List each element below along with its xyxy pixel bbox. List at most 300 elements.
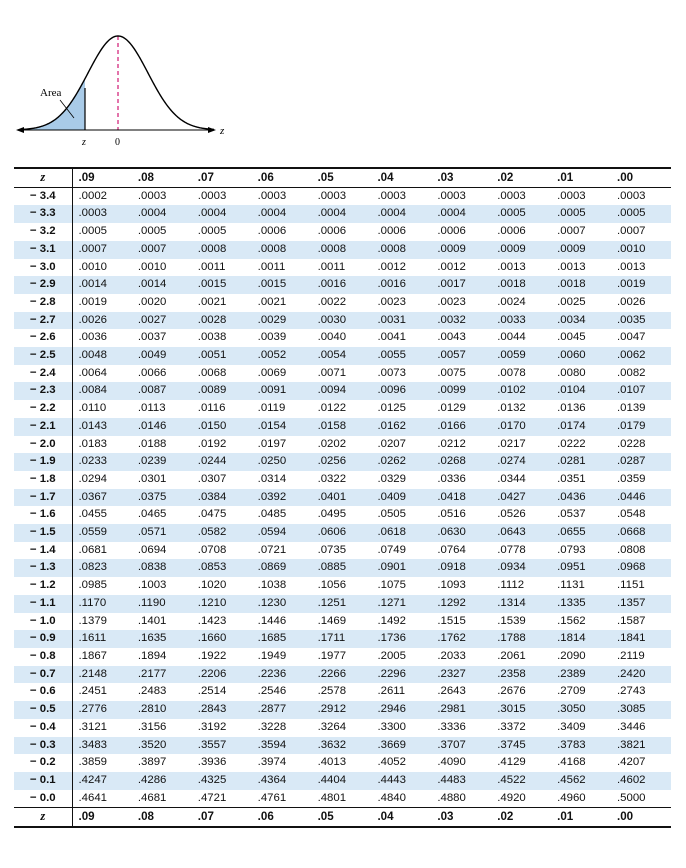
table-row: [14, 259, 671, 277]
probability-cell: .0102: [491, 382, 551, 400]
probability-cell: .0015: [252, 276, 312, 294]
z-value-cell: − 2.2: [14, 400, 72, 418]
z-value-cell: − 0.8: [14, 648, 72, 666]
probability-cell: .2389: [551, 666, 611, 684]
column-header: .02: [497, 810, 514, 824]
probability-cell: .0139: [617, 402, 646, 415]
probability-cell: .1357: [611, 595, 671, 613]
header-row: [14, 168, 671, 187]
z-value-cell: − 1.2: [14, 577, 72, 595]
probability-cell: .0934: [491, 559, 551, 577]
probability-cell: .0019: [78, 295, 108, 308]
probability-cell: .0002: [78, 189, 108, 202]
probability-cell: .0030: [312, 312, 372, 330]
probability-cell: .0004: [252, 205, 312, 223]
probability-cell: .0329: [377, 472, 406, 485]
probability-cell: .0375: [132, 489, 192, 507]
axis-arrow-left: [16, 127, 24, 133]
probability-cell: .2206: [192, 666, 252, 684]
probability-cell: .0009: [491, 241, 551, 259]
probability-cell: .3520: [132, 737, 192, 755]
probability-cell: .4168: [557, 756, 586, 769]
probability-cell: .0006: [257, 225, 287, 238]
probability-cell: .1587: [617, 614, 646, 627]
probability-cell: .0003: [197, 189, 227, 202]
probability-cell: .0004: [312, 205, 372, 223]
probability-cell: .0049: [132, 347, 192, 365]
probability-cell: .2578: [317, 685, 347, 698]
probability-cell: .0029: [252, 312, 312, 330]
probability-cell: .2148: [72, 666, 132, 684]
probability-cell: .1635: [132, 630, 192, 648]
probability-cell: .0096: [371, 382, 431, 400]
probability-cell: .4960: [557, 791, 586, 804]
probability-cell: .2776: [72, 701, 132, 719]
probability-cell: .1112: [497, 579, 525, 592]
probability-cell: .2177: [132, 666, 192, 684]
probability-cell: .0007: [132, 241, 192, 259]
probability-cell: .1949: [257, 649, 287, 662]
probability-cell: .0040: [317, 331, 347, 344]
probability-cell: .4840: [377, 791, 406, 804]
probability-cell: .0018: [491, 276, 551, 294]
z-value-cell: − 3.4: [14, 187, 72, 205]
z-value-cell: − 0.9: [14, 630, 72, 648]
column-header: .04: [377, 810, 394, 824]
probability-cell: .4761: [257, 791, 287, 804]
probability-cell: .0174: [551, 418, 611, 436]
probability-cell: .0113: [137, 402, 166, 415]
column-header: .07: [197, 810, 214, 824]
column-header: .01: [557, 171, 574, 184]
probability-cell: .0023: [437, 295, 466, 308]
probability-cell: .1469: [317, 614, 347, 627]
z-value-cell: − 2.6: [14, 329, 72, 347]
probability-cell: .3050: [551, 701, 611, 719]
probability-cell: .4641: [78, 791, 108, 804]
z-column-header: z: [14, 808, 72, 827]
table-row: [14, 595, 671, 613]
probability-cell: .0606: [312, 524, 372, 542]
probability-cell: .4286: [132, 772, 192, 790]
z-value-cell: − 1.6: [14, 506, 72, 524]
probability-cell: .0007: [557, 225, 586, 238]
probability-cell: .0045: [557, 331, 586, 344]
probability-cell: .3483: [72, 737, 132, 755]
z-value-cell: − 1.0: [14, 613, 72, 631]
probability-cell: .0446: [611, 489, 671, 507]
probability-cell: .0392: [252, 489, 312, 507]
probability-cell: .1539: [497, 614, 526, 627]
table-row: [14, 436, 671, 454]
z-value-cell: − 1.9: [14, 453, 72, 471]
probability-cell: .0708: [197, 543, 227, 556]
table-row: [14, 719, 671, 737]
probability-cell: .0003: [137, 189, 167, 202]
column-header: .03: [437, 171, 454, 184]
probability-cell: .1515: [437, 614, 466, 627]
probability-cell: .1170: [72, 595, 132, 613]
probability-cell: .0475: [197, 508, 227, 521]
probability-cell: .0869: [252, 559, 312, 577]
column-header: .03: [437, 810, 454, 824]
probability-cell: .2877: [252, 701, 312, 719]
probability-cell: .1190: [132, 595, 192, 613]
probability-cell: .0014: [132, 276, 192, 294]
probability-cell: .0036: [78, 331, 108, 344]
probability-cell: .0307: [197, 472, 227, 485]
probability-cell: .0010: [78, 260, 108, 273]
probability-cell: .0188: [137, 437, 167, 450]
z-value-cell: − 0.6: [14, 683, 72, 701]
probability-cell: .0808: [617, 543, 646, 556]
axis-arrow-right: [208, 127, 216, 133]
table-row: [14, 772, 671, 790]
probability-cell: .0455: [78, 508, 108, 521]
probability-cell: .0004: [431, 205, 491, 223]
probability-cell: .0132: [497, 402, 526, 415]
probability-cell: .0838: [132, 559, 192, 577]
probability-cell: .0084: [72, 382, 132, 400]
probability-cell: .0336: [437, 472, 466, 485]
probability-cell: .0020: [137, 295, 167, 308]
probability-cell: .0548: [617, 508, 646, 521]
probability-cell: .3669: [371, 737, 431, 755]
probability-cell: .0233: [72, 453, 132, 471]
probability-cell: .0037: [137, 331, 167, 344]
probability-cell: .0985: [78, 579, 108, 592]
probability-cell: .0019: [611, 276, 671, 294]
z-value-cell: − 1.7: [14, 489, 72, 507]
probability-cell: .5000: [617, 791, 646, 804]
probability-cell: .4721: [197, 791, 227, 804]
probability-cell: .0122: [317, 402, 347, 415]
probability-cell: .3859: [78, 756, 108, 769]
column-header: .06: [257, 171, 274, 184]
table-row: [14, 187, 671, 205]
probability-cell: .2946: [371, 701, 431, 719]
table-row: [14, 524, 671, 542]
probability-cell: .4880: [437, 791, 466, 804]
probability-cell: .2005: [377, 649, 406, 662]
table-row: [14, 365, 671, 383]
column-header: .08: [137, 810, 155, 824]
probability-cell: .0034: [551, 312, 611, 330]
probability-cell: .0051: [192, 347, 252, 365]
probability-cell: .1977: [317, 649, 347, 662]
probability-cell: .2061: [497, 649, 526, 662]
probability-cell: .0119: [257, 402, 286, 415]
probability-cell: .0250: [252, 453, 312, 471]
probability-cell: .3015: [491, 701, 551, 719]
probability-cell: .0559: [72, 524, 132, 542]
table-row: [14, 648, 671, 666]
probability-cell: .0485: [257, 508, 287, 521]
table-row: [14, 453, 671, 471]
probability-cell: .0066: [137, 366, 167, 379]
z-value-cell: − 3.0: [14, 259, 72, 277]
probability-cell: .0009: [551, 241, 611, 259]
probability-cell: .1562: [557, 614, 586, 627]
column-header: .09: [78, 810, 95, 824]
probability-cell: .0012: [377, 260, 406, 273]
probability-cell: .0322: [317, 472, 347, 485]
probability-cell: .2981: [431, 701, 491, 719]
probability-cell: .1685: [252, 630, 312, 648]
probability-cell: .0129: [437, 402, 466, 415]
probability-cell: .0207: [377, 437, 406, 450]
probability-cell: .2912: [312, 701, 372, 719]
probability-cell: .0011: [257, 260, 286, 273]
probability-cell: .0003: [317, 189, 347, 202]
probability-cell: .1423: [197, 614, 227, 627]
probability-cell: .0274: [491, 453, 551, 471]
probability-cell: .0069: [257, 366, 287, 379]
probability-cell: .3557: [192, 737, 252, 755]
probability-cell: .0192: [197, 437, 227, 450]
probability-cell: .3632: [312, 737, 372, 755]
probability-cell: .4247: [72, 772, 132, 790]
probability-cell: .0013: [557, 260, 586, 273]
probability-cell: .0047: [617, 331, 646, 344]
probability-cell: .2451: [78, 685, 108, 698]
column-header: .04: [377, 171, 394, 184]
probability-cell: .0244: [192, 453, 252, 471]
probability-cell: .0294: [78, 472, 108, 485]
table-row: [14, 489, 671, 507]
probability-cell: .3974: [257, 756, 287, 769]
column-header: .02: [497, 171, 514, 184]
probability-cell: .0104: [551, 382, 611, 400]
probability-cell: .1762: [431, 630, 491, 648]
table-row: [14, 506, 671, 524]
probability-cell: .0087: [132, 382, 192, 400]
probability-cell: .1660: [192, 630, 252, 648]
probability-cell: .4681: [137, 791, 167, 804]
probability-cell: .3228: [257, 720, 287, 733]
probability-cell: .0005: [491, 205, 551, 223]
probability-cell: .0401: [312, 489, 372, 507]
probability-cell: .0073: [377, 366, 406, 379]
probability-cell: .0016: [371, 276, 431, 294]
probability-cell: .2266: [312, 666, 372, 684]
table-row: [14, 223, 671, 241]
probability-cell: .2709: [557, 685, 586, 698]
probability-cell: .0793: [557, 543, 586, 556]
probability-cell: .0262: [371, 453, 431, 471]
table-row: [14, 666, 671, 684]
probability-cell: .0418: [431, 489, 491, 507]
probability-cell: .0035: [611, 312, 671, 330]
probability-cell: .0014: [72, 276, 132, 294]
probability-cell: .0150: [192, 418, 252, 436]
probability-cell: .2296: [371, 666, 431, 684]
table-row: [14, 329, 671, 347]
probability-cell: .4325: [192, 772, 252, 790]
probability-cell: .2546: [257, 685, 287, 698]
probability-cell: .0013: [497, 260, 526, 273]
probability-cell: .0003: [617, 189, 646, 202]
probability-cell: .2358: [491, 666, 551, 684]
probability-cell: .0853: [192, 559, 252, 577]
probability-cell: .4801: [317, 791, 347, 804]
probability-cell: .0465: [137, 508, 167, 521]
probability-cell: .0256: [312, 453, 372, 471]
table-row: [14, 630, 671, 648]
probability-cell: .0022: [317, 295, 347, 308]
probability-cell: .0052: [252, 347, 312, 365]
z-value-cell: − 3.1: [14, 241, 72, 259]
probability-cell: .1814: [551, 630, 611, 648]
probability-cell: .4129: [497, 756, 526, 769]
probability-cell: .0526: [497, 508, 526, 521]
probability-cell: .1251: [312, 595, 372, 613]
probability-cell: .0202: [317, 437, 347, 450]
probability-cell: .4562: [551, 772, 611, 790]
probability-cell: .0018: [551, 276, 611, 294]
probability-cell: .0721: [257, 543, 287, 556]
axis-label: z: [220, 125, 225, 137]
probability-cell: .0735: [317, 543, 347, 556]
probability-cell: .0582: [192, 524, 252, 542]
probability-cell: .1446: [257, 614, 287, 627]
probability-cell: .0384: [192, 489, 252, 507]
probability-cell: .0010: [611, 241, 671, 259]
probability-cell: .0007: [617, 225, 646, 238]
probability-cell: .0015: [192, 276, 252, 294]
probability-cell: .1075: [377, 579, 406, 592]
probability-cell: .4404: [312, 772, 372, 790]
probability-cell: .0197: [257, 437, 287, 450]
probability-cell: .0003: [497, 189, 526, 202]
probability-cell: .3409: [557, 720, 586, 733]
probability-cell: .0048: [72, 347, 132, 365]
probability-cell: .2810: [132, 701, 192, 719]
table-row: [14, 241, 671, 259]
probability-cell: .0495: [317, 508, 347, 521]
probability-cell: .0004: [132, 205, 192, 223]
probability-cell: .3156: [137, 720, 167, 733]
column-header: .06: [257, 810, 274, 824]
probability-cell: .0351: [557, 472, 586, 485]
probability-cell: .0505: [377, 508, 406, 521]
probability-cell: .1736: [371, 630, 431, 648]
probability-cell: .0409: [371, 489, 431, 507]
probability-cell: .3372: [497, 720, 526, 733]
probability-cell: .0301: [137, 472, 167, 485]
probability-cell: .1922: [197, 649, 227, 662]
probability-cell: .2119: [617, 649, 645, 662]
probability-cell: .0003: [557, 189, 586, 202]
probability-cell: .1401: [137, 614, 167, 627]
probability-cell: .1230: [252, 595, 312, 613]
table-row: [14, 471, 671, 489]
table-row: [14, 737, 671, 755]
probability-cell: .4920: [497, 791, 526, 804]
probability-cell: .0006: [437, 225, 466, 238]
probability-cell: .0033: [491, 312, 551, 330]
probability-cell: .0885: [312, 559, 372, 577]
probability-cell: .0594: [252, 524, 312, 542]
probability-cell: .3936: [197, 756, 227, 769]
probability-cell: .0125: [377, 402, 406, 415]
probability-cell: .2743: [617, 685, 646, 698]
probability-cell: .1151: [617, 579, 645, 592]
probability-cell: .0179: [611, 418, 671, 436]
column-header: .01: [557, 810, 574, 824]
probability-cell: .4052: [377, 756, 406, 769]
table-row: [14, 294, 671, 312]
probability-cell: .0075: [437, 366, 466, 379]
column-header: .00: [617, 810, 634, 824]
probability-cell: .0694: [137, 543, 167, 556]
column-header: .07: [197, 171, 214, 184]
probability-cell: .0427: [491, 489, 551, 507]
probability-cell: .0823: [72, 559, 132, 577]
probability-cell: .0006: [377, 225, 406, 238]
probability-cell: .0655: [551, 524, 611, 542]
probability-cell: .0082: [617, 366, 646, 379]
z-column-header: z: [14, 168, 72, 187]
probability-cell: .3192: [197, 720, 227, 733]
probability-cell: .0021: [257, 295, 287, 308]
probability-cell: .0005: [197, 225, 227, 238]
probability-cell: .3300: [377, 720, 406, 733]
table-row: [14, 790, 671, 808]
probability-cell: .0314: [257, 472, 287, 485]
probability-cell: .1492: [377, 614, 406, 627]
probability-cell: .0041: [377, 331, 406, 344]
column-header: .05: [317, 171, 334, 184]
probability-cell: .4443: [371, 772, 431, 790]
table-row: [14, 577, 671, 595]
probability-cell: .4483: [431, 772, 491, 790]
probability-cell: .1131: [557, 579, 585, 592]
probability-cell: .2843: [192, 701, 252, 719]
table-row: [14, 382, 671, 400]
probability-cell: .0003: [72, 205, 132, 223]
table-row: [14, 613, 671, 631]
probability-cell: .0281: [551, 453, 611, 471]
probability-cell: .2090: [557, 649, 586, 662]
probability-cell: .0028: [192, 312, 252, 330]
probability-cell: .0010: [137, 260, 167, 273]
probability-cell: .1056: [317, 579, 347, 592]
probability-cell: .0359: [617, 472, 646, 485]
probability-cell: .3594: [252, 737, 312, 755]
probability-cell: .4090: [437, 756, 466, 769]
probability-cell: .2236: [252, 666, 312, 684]
probability-cell: .0110: [78, 402, 107, 415]
probability-cell: .0162: [371, 418, 431, 436]
z-value-cell: − 0.5: [14, 701, 72, 719]
probability-cell: .2676: [497, 685, 526, 698]
probability-cell: .1210: [192, 595, 252, 613]
probability-cell: .0026: [72, 312, 132, 330]
table-row: [14, 400, 671, 418]
probability-cell: .2327: [431, 666, 491, 684]
probability-cell: .4207: [617, 756, 646, 769]
area-label: Area: [40, 87, 62, 99]
probability-cell: .0668: [611, 524, 671, 542]
probability-cell: .0537: [557, 508, 586, 521]
probability-cell: .3707: [431, 737, 491, 755]
normal-curve-figure: [14, 22, 244, 154]
probability-cell: .1867: [78, 649, 108, 662]
probability-cell: .0681: [78, 543, 108, 556]
probability-cell: .1894: [137, 649, 167, 662]
probability-cell: .0038: [197, 331, 227, 344]
